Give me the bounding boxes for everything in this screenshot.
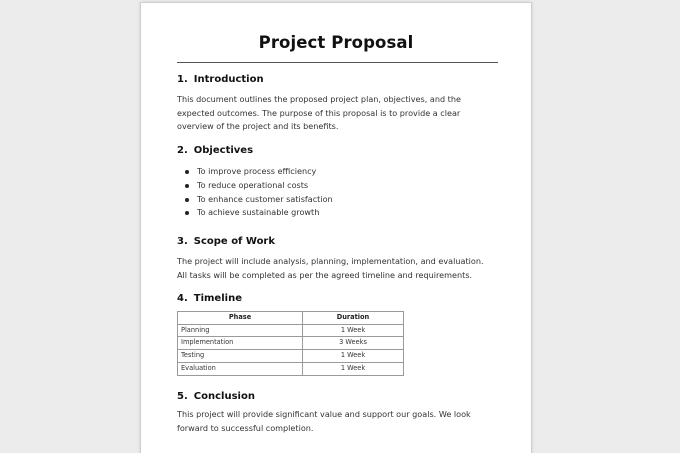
duration-cell: 1 Week [303,350,404,363]
list-item-text: To improve process efficiency [197,166,317,176]
table-row [178,350,404,363]
table-row [178,362,404,375]
section-heading-timeline [177,293,242,304]
bullet-icon [185,198,189,202]
section-heading-introduction [177,74,264,85]
paragraph-line: The project will include analysis, planning, implementation, and evaluation. [177,256,484,266]
section-title: Introduction [193,74,264,85]
title-divider [177,62,498,63]
phase-cell: Planning [178,324,303,337]
paragraph-line: All tasks will be completed as per the agreed timeline and requirements. [177,269,473,280]
section-title: Timeline [193,293,242,304]
list-item [177,206,333,220]
column-header-duration: Duration [303,312,404,325]
section-number: 3. [177,236,188,247]
section-number: 4. [177,293,188,304]
section-heading-conclusion [177,391,255,402]
section-title: Conclusion [193,391,255,402]
phase-cell: Testing [178,350,303,363]
paragraph-line: forward to successful completion. [177,422,314,433]
section-title: Scope of Work [193,236,276,247]
paragraph-line: This document outlines the proposed project plan, objectives, and the [177,94,461,104]
bullet-icon [185,170,189,174]
paragraph-line: overview of the project and its benefits. [177,121,339,132]
objectives-list [177,165,333,220]
list-item [177,179,333,193]
duration-cell: 1 Week [303,324,404,337]
section-title: Objectives [193,145,254,156]
timeline-table [177,311,404,376]
bullet-icon [185,184,189,188]
duration-cell: 3 Weeks [303,337,404,350]
column-header-phase: Phase [178,312,303,325]
list-item-text: To enhance customer satisfaction [197,193,333,204]
conclusion-paragraph [177,408,507,435]
section-heading-objectives [177,145,253,156]
section-number: 2. [177,145,188,156]
phase-cell: Implementation [178,337,303,350]
list-item-text: To achieve sustainable growth [197,207,320,218]
table-header-row [178,312,404,325]
scope-paragraph [177,255,507,282]
section-heading-scope-of-work [177,236,275,247]
list-item-text: To reduce operational costs [197,179,309,190]
list-item [177,165,333,179]
table-row [178,324,404,337]
list-item [177,193,333,207]
duration-cell: 1 Week [303,362,404,375]
section-number: 5. [177,391,188,402]
table-row [178,337,404,350]
introduction-paragraph [177,93,507,134]
document-page [140,2,532,453]
bullet-icon [185,211,189,215]
document-title: Project Proposal [258,33,414,52]
paragraph-line: expected outcomes. The purpose of this proposal is to provide a clear [177,107,461,118]
phase-cell: Evaluation [178,362,303,375]
paragraph-line: This project will provide significant value and support our goals. We look [177,409,471,419]
section-number: 1. [177,74,188,85]
